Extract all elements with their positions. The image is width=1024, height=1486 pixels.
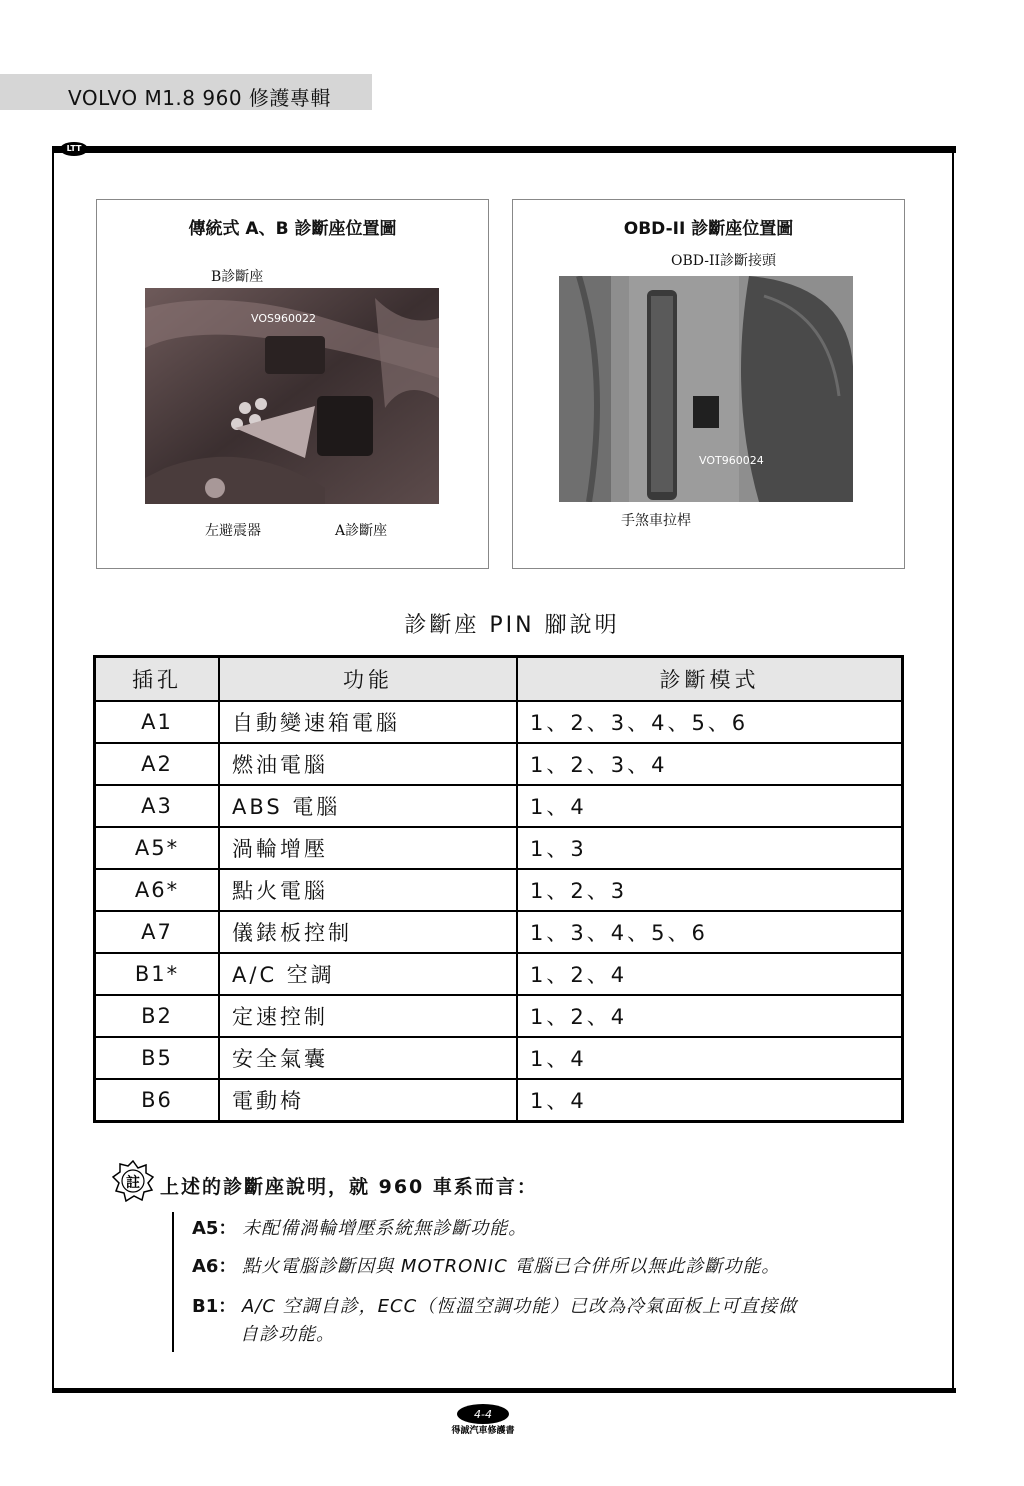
publisher-name: 得誠汽車修護書 <box>451 1426 515 1436</box>
table-row <box>95 785 903 827</box>
cell-mode: 1、4 <box>517 1079 903 1122</box>
note-bracket <box>172 1212 174 1352</box>
cell-function: 點火電腦 <box>219 869 517 911</box>
note-label: A5： <box>192 1218 237 1239</box>
note-item-a6 <box>192 1252 780 1278</box>
table-row <box>95 827 903 869</box>
note-badge-text: 註 <box>126 1175 140 1191</box>
cell-socket: A6* <box>95 869 220 911</box>
cell-function: 自動變速箱電腦 <box>219 701 517 743</box>
page-number: 4-4 <box>474 1408 492 1421</box>
header-function: 功能 <box>219 657 517 702</box>
table-row <box>95 953 903 995</box>
callout-left-damper: 左避震器 <box>205 523 261 539</box>
cell-mode: 1、2、4 <box>517 953 903 995</box>
cell-socket: B1* <box>95 953 220 995</box>
cell-mode: 1、2、3、4 <box>517 743 903 785</box>
note-text: 未配備渦輪增壓系統無診斷功能。 <box>242 1218 528 1239</box>
page-header-title: VOLVO M1.8 960 修護專輯 <box>68 86 331 110</box>
cell-function: 儀錶板控制 <box>219 911 517 953</box>
photo-frame-ab-socket <box>96 199 489 569</box>
cell-mode: 1、4 <box>517 785 903 827</box>
callout-obd-connector: OBD-II診斷接頭 <box>671 253 777 269</box>
right-border <box>952 146 954 1392</box>
cell-mode: 1、2、4 <box>517 995 903 1037</box>
publisher-logo-icon: LTT <box>60 142 88 156</box>
note-text: 點火電腦診斷因與 MOTRONIC 電腦已合併所以無此診斷功能。 <box>242 1256 781 1277</box>
cell-socket: B2 <box>95 995 220 1037</box>
table-title: 診斷座 PIN 腳說明 <box>404 613 620 638</box>
pin-table <box>93 655 904 1123</box>
table-row <box>95 911 903 953</box>
cell-mode: 1、2、3、4、5、6 <box>517 701 903 743</box>
photo-title-ab: 傳統式 A、B 診斷座位置圖 <box>188 219 397 239</box>
cell-mode: 1、4 <box>517 1037 903 1079</box>
cell-function: 燃油電腦 <box>219 743 517 785</box>
note-badge-icon <box>112 1160 154 1202</box>
bottom-rule <box>52 1388 956 1393</box>
left-border <box>52 146 54 1392</box>
cell-socket: A3 <box>95 785 220 827</box>
cell-function: 渦輪增壓 <box>219 827 517 869</box>
note-item-a5 <box>192 1214 527 1240</box>
photo-title-obd: OBD-II 診斷座位置圖 <box>623 219 794 239</box>
callout-a-socket: A診斷座 <box>335 523 388 539</box>
table-row <box>95 1079 903 1122</box>
cell-socket: B6 <box>95 1079 220 1122</box>
note-text-continued: 自診功能。 <box>240 1324 335 1345</box>
photo-frame-obd <box>512 199 905 569</box>
table-header-row <box>95 657 903 702</box>
cell-socket: A2 <box>95 743 220 785</box>
table-row <box>95 743 903 785</box>
cell-function: 電動椅 <box>219 1079 517 1122</box>
note-text: A/C 空調自診，ECC（恆溫空調功能）已改為冷氣面板上可直接做 <box>241 1296 798 1317</box>
table-row <box>95 869 903 911</box>
cell-function: ABS 電腦 <box>219 785 517 827</box>
header-socket: 插孔 <box>95 657 220 702</box>
cell-mode: 1、2、3 <box>517 869 903 911</box>
cell-socket: A7 <box>95 911 220 953</box>
cell-function: 定速控制 <box>219 995 517 1037</box>
header-mode: 診斷模式 <box>517 657 903 702</box>
cell-socket: A5* <box>95 827 220 869</box>
table-row <box>95 1037 903 1079</box>
photo-code-left: VOS960022 <box>251 312 316 325</box>
cell-socket: A1 <box>95 701 220 743</box>
note-item-b1-cont <box>240 1320 335 1346</box>
note-label: A6： <box>192 1256 237 1277</box>
interior-console-photo <box>559 276 853 502</box>
photo-code-right: VOT960024 <box>699 454 764 467</box>
top-rule <box>52 146 956 153</box>
cell-function: 安全氣囊 <box>219 1037 517 1079</box>
note-heading: 上述的診斷座說明，就 960 車系而言： <box>160 1176 538 1198</box>
cell-mode: 1、3、4、5、6 <box>517 911 903 953</box>
callout-handbrake: 手煞車拉桿 <box>621 513 691 529</box>
table-row <box>95 995 903 1037</box>
cell-socket: B5 <box>95 1037 220 1079</box>
note-item-b1 <box>192 1292 797 1318</box>
table-row <box>95 701 903 743</box>
note-label: B1： <box>192 1296 237 1317</box>
cell-mode: 1、3 <box>517 827 903 869</box>
cell-function: A/C 空調 <box>219 953 517 995</box>
callout-b-socket: B診斷座 <box>211 269 264 285</box>
page-number-badge <box>446 1402 520 1436</box>
